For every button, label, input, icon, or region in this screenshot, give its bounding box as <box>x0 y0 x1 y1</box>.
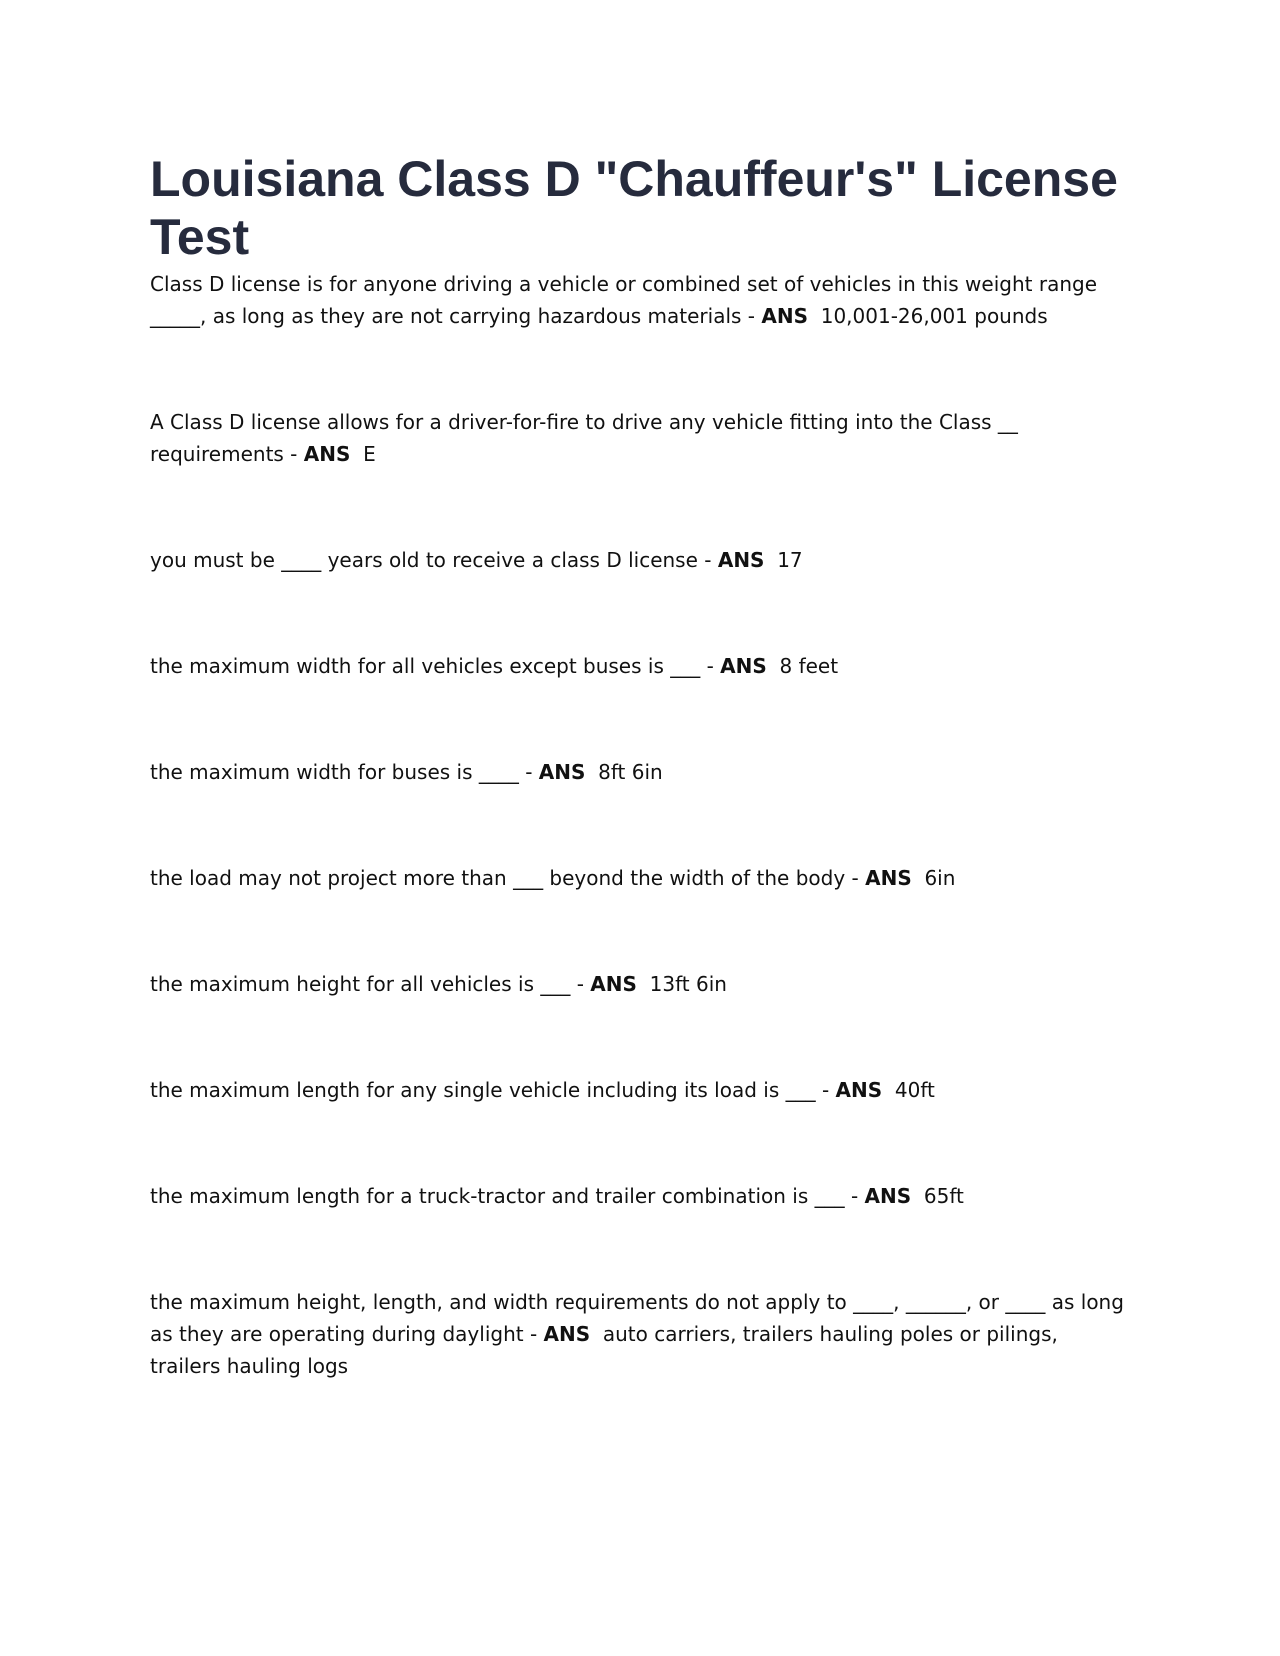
qa-item <box>150 406 1130 470</box>
qa-item <box>150 268 1130 332</box>
question-text: the maximum height for all vehicles is ___ - <box>150 972 591 996</box>
ans-label: ANS <box>761 304 808 328</box>
ans-label: ANS <box>303 442 351 466</box>
ans-label: ANS <box>590 972 637 996</box>
page-title: Louisiana Class D "Chauffeur's" License Test <box>150 151 1118 265</box>
ans-label: ANS <box>717 548 765 572</box>
answer-text: 8ft 6in <box>598 760 663 784</box>
ans-label: ANS <box>538 760 586 784</box>
qa-item <box>150 1074 1130 1106</box>
qa-item <box>150 862 1130 894</box>
answer-text: 8 feet <box>779 654 839 678</box>
answer-text: 65ft <box>923 1184 964 1208</box>
ans-label: ANS <box>864 1184 912 1208</box>
question-text: Class D license is for anyone driving a vehicle or combined set of vehicles in this weight range _____, as long as they are not carrying hazardous materials - <box>150 272 1098 328</box>
ans-label: ANS <box>543 1322 591 1346</box>
document-content <box>150 150 1130 1382</box>
qa-list <box>150 268 1130 1382</box>
answer-text: 40ft <box>894 1078 935 1102</box>
qa-item <box>150 1180 1130 1212</box>
question-text: the maximum width for all vehicles except buses is ___ - <box>150 654 721 678</box>
answer-text: 6in <box>924 866 956 890</box>
question-text: the maximum length for any single vehicle including its load is ___ - <box>150 1078 836 1102</box>
question-text: the load may not project more than ___ beyond the width of the body - <box>150 866 866 890</box>
answer-text: E <box>363 442 376 466</box>
answer-text: 10,001-26,001 pounds <box>820 304 1048 328</box>
ans-label: ANS <box>865 866 912 890</box>
qa-item <box>150 650 1130 682</box>
qa-item <box>150 544 1130 576</box>
answer-text: 13ft 6in <box>649 972 727 996</box>
qa-item <box>150 756 1130 788</box>
question-text: the maximum length for a truck-tractor and trailer combination is ___ - <box>150 1184 865 1208</box>
qa-item <box>150 968 1130 1000</box>
ans-label: ANS <box>720 654 767 678</box>
question-text: the maximum width for buses is ____ - <box>150 760 539 784</box>
ans-label: ANS <box>835 1078 883 1102</box>
qa-item <box>150 1286 1130 1382</box>
question-text: A Class D license allows for a driver-for-fire to drive any vehicle fitting into the Class __ requirements - <box>150 410 1018 466</box>
answer-text: 17 <box>777 548 803 572</box>
answer-text: auto carriers, trailers hauling poles or pilings, trailers hauling logs <box>150 1322 1058 1378</box>
question-text: the maximum height, length, and width requirements do not apply to ____, ______, or ____ as long as they are operating during daylight - <box>150 1290 1124 1346</box>
question-text: you must be ____ years old to receive a class D license - <box>150 548 718 572</box>
